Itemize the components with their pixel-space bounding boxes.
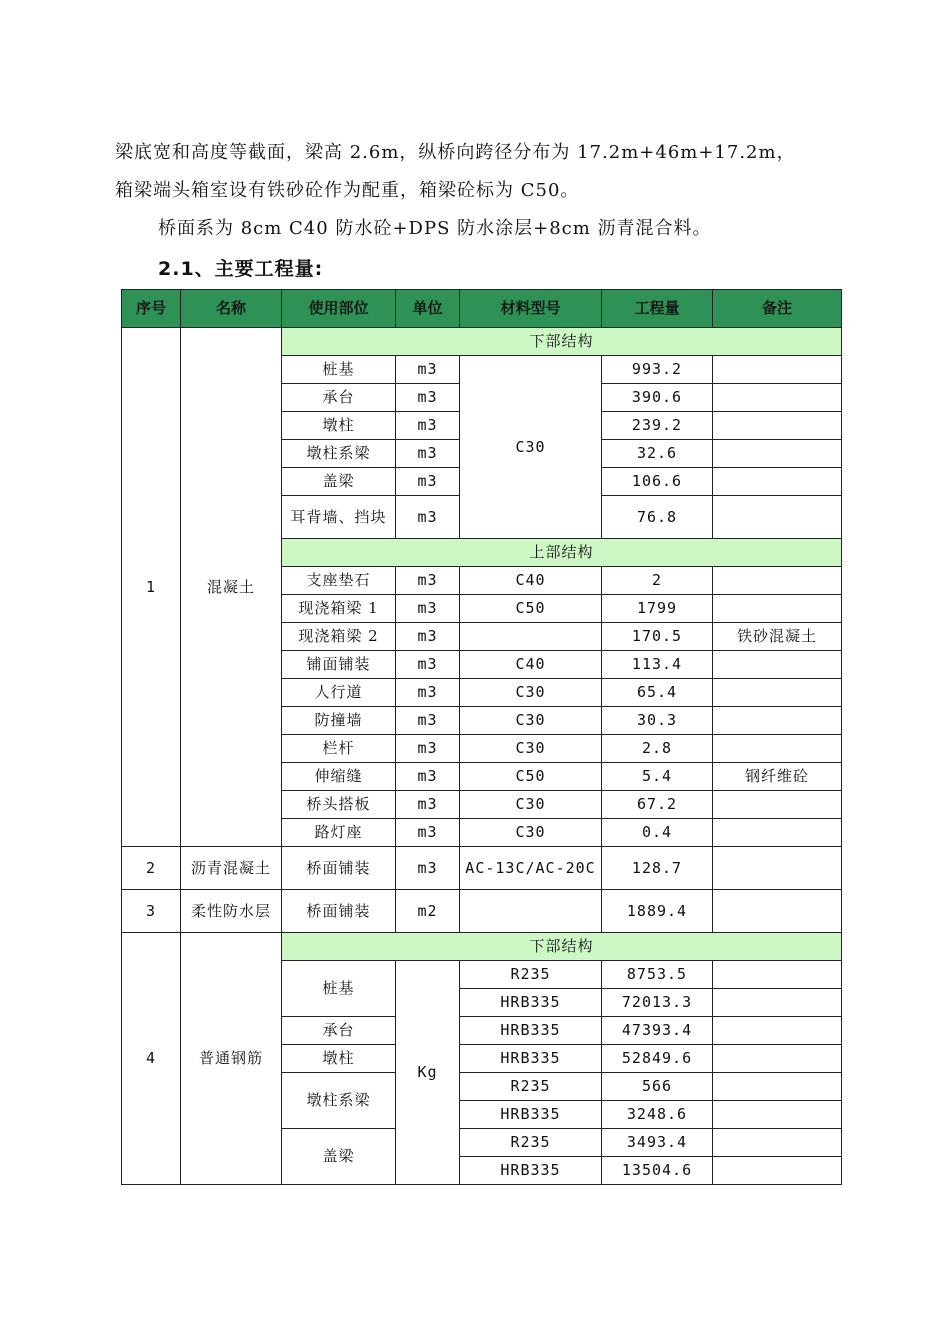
row-no: 4 xyxy=(122,933,181,1185)
cell-note: 钢纤维砼 xyxy=(713,763,842,791)
header-material: 材料型号 xyxy=(460,290,602,328)
cell-qty: 993.2 xyxy=(602,356,713,384)
cell-note xyxy=(713,819,842,847)
cell-qty: 52849.6 xyxy=(602,1045,713,1073)
cell-qty: 1889.4 xyxy=(602,890,713,933)
cell-part: 承台 xyxy=(282,1017,396,1045)
cell-unit: m3 xyxy=(396,735,460,763)
cell-note xyxy=(713,890,842,933)
cell-part: 盖梁 xyxy=(282,1129,396,1185)
section-label-upper: 上部结构 xyxy=(282,539,842,567)
cell-qty: 2 xyxy=(602,567,713,595)
cell-part: 桥头搭板 xyxy=(282,791,396,819)
cell-part: 伸缩缝 xyxy=(282,763,396,791)
cell-qty: 106.6 xyxy=(602,468,713,496)
cell-part: 墩柱 xyxy=(282,1045,396,1073)
cell-note xyxy=(713,679,842,707)
cell-unit: m3 xyxy=(396,468,460,496)
cell-qty: 390.6 xyxy=(602,384,713,412)
cell-note xyxy=(713,1045,842,1073)
cell-material: C30 xyxy=(460,356,602,539)
table-row xyxy=(122,933,842,961)
cell-note xyxy=(713,468,842,496)
cell-qty: 3248.6 xyxy=(602,1101,713,1129)
cell-material: C30 xyxy=(460,679,602,707)
cell-note xyxy=(713,1073,842,1101)
cell-material: R235 xyxy=(460,1129,602,1157)
cell-qty: 128.7 xyxy=(602,847,713,890)
row-name: 柔性防水层 xyxy=(181,890,282,933)
cell-unit: m3 xyxy=(396,496,460,539)
cell-part: 桩基 xyxy=(282,961,396,1017)
cell-part: 现浇箱梁 1 xyxy=(282,595,396,623)
cell-unit: m3 xyxy=(396,679,460,707)
cell-unit: Kg xyxy=(396,961,460,1185)
cell-material: C30 xyxy=(460,791,602,819)
cell-material: R235 xyxy=(460,1073,602,1101)
cell-qty: 13504.6 xyxy=(602,1157,713,1185)
cell-part: 墩柱系梁 xyxy=(282,440,396,468)
cell-qty: 72013.3 xyxy=(602,989,713,1017)
cell-part: 人行道 xyxy=(282,679,396,707)
header-quantity: 工程量 xyxy=(602,290,713,328)
cell-qty: 65.4 xyxy=(602,679,713,707)
table-row xyxy=(122,328,842,356)
cell-material: C30 xyxy=(460,735,602,763)
cell-note xyxy=(713,595,842,623)
cell-note xyxy=(713,356,842,384)
cell-part: 桥面铺装 xyxy=(282,890,396,933)
cell-unit: m3 xyxy=(396,819,460,847)
row-no: 1 xyxy=(122,328,181,847)
cell-unit: m3 xyxy=(396,791,460,819)
cell-part: 现浇箱梁 2 xyxy=(282,623,396,651)
cell-part: 盖梁 xyxy=(282,468,396,496)
cell-material: HRB335 xyxy=(460,1045,602,1073)
header-note: 备注 xyxy=(713,290,842,328)
table-row xyxy=(122,890,842,933)
section-heading-quantities: 2.1、主要工程量: xyxy=(158,258,324,280)
cell-note xyxy=(713,707,842,735)
cell-material: C30 xyxy=(460,707,602,735)
cell-unit: m3 xyxy=(396,412,460,440)
cell-qty: 170.5 xyxy=(602,623,713,651)
cell-note xyxy=(713,651,842,679)
table-header-row xyxy=(122,290,842,328)
cell-note xyxy=(713,791,842,819)
paragraph-beam-dimensions: 梁底宽和高度等截面，梁高 2.6m，纵桥向跨径分布为 17.2m+46m+17.2m， xyxy=(115,142,796,163)
cell-note xyxy=(713,496,842,539)
header-unit: 单位 xyxy=(396,290,460,328)
cell-note xyxy=(713,735,842,763)
cell-qty: 0.4 xyxy=(602,819,713,847)
cell-unit: m2 xyxy=(396,890,460,933)
cell-material: HRB335 xyxy=(460,989,602,1017)
cell-material: HRB335 xyxy=(460,1017,602,1045)
quantities-table xyxy=(121,289,842,1185)
row-name: 沥青混凝土 xyxy=(181,847,282,890)
cell-unit: m3 xyxy=(396,847,460,890)
cell-qty: 5.4 xyxy=(602,763,713,791)
cell-material: R235 xyxy=(460,961,602,989)
cell-qty: 8753.5 xyxy=(602,961,713,989)
cell-part: 支座垫石 xyxy=(282,567,396,595)
cell-material xyxy=(460,623,602,651)
cell-unit: m3 xyxy=(396,356,460,384)
header-no: 序号 xyxy=(122,290,181,328)
cell-unit: m3 xyxy=(396,763,460,791)
cell-unit: m3 xyxy=(396,707,460,735)
cell-unit: m3 xyxy=(396,567,460,595)
cell-note xyxy=(713,1157,842,1185)
cell-part: 铺面铺装 xyxy=(282,651,396,679)
cell-qty: 67.2 xyxy=(602,791,713,819)
cell-unit: m3 xyxy=(396,384,460,412)
cell-note: 铁砂混凝土 xyxy=(713,623,842,651)
cell-note xyxy=(713,384,842,412)
section-label-lower: 下部结构 xyxy=(282,933,842,961)
cell-note xyxy=(713,567,842,595)
header-part: 使用部位 xyxy=(282,290,396,328)
cell-part: 路灯座 xyxy=(282,819,396,847)
cell-part: 防撞墙 xyxy=(282,707,396,735)
cell-qty: 47393.4 xyxy=(602,1017,713,1045)
cell-qty: 113.4 xyxy=(602,651,713,679)
cell-part: 桩基 xyxy=(282,356,396,384)
paragraph-box-girder: 箱梁端头箱室设有铁砂砼作为配重，箱梁砼标为 C50。 xyxy=(115,180,580,201)
cell-qty: 239.2 xyxy=(602,412,713,440)
cell-material: C50 xyxy=(460,763,602,791)
cell-part: 承台 xyxy=(282,384,396,412)
cell-material: C40 xyxy=(460,567,602,595)
cell-note xyxy=(713,440,842,468)
row-no: 2 xyxy=(122,847,181,890)
cell-part: 栏杆 xyxy=(282,735,396,763)
cell-material: AC-13C/AC-20C xyxy=(460,847,602,890)
cell-material: HRB335 xyxy=(460,1101,602,1129)
cell-part: 墩柱 xyxy=(282,412,396,440)
cell-unit: m3 xyxy=(396,651,460,679)
cell-material: HRB335 xyxy=(460,1157,602,1185)
cell-part: 耳背墙、挡块 xyxy=(282,496,396,539)
cell-material xyxy=(460,890,602,933)
cell-qty: 566 xyxy=(602,1073,713,1101)
cell-note xyxy=(713,989,842,1017)
header-name: 名称 xyxy=(181,290,282,328)
cell-unit: m3 xyxy=(396,623,460,651)
table-row xyxy=(122,847,842,890)
cell-qty: 2.8 xyxy=(602,735,713,763)
cell-part: 墩柱系梁 xyxy=(282,1073,396,1129)
cell-qty: 1799 xyxy=(602,595,713,623)
cell-material: C40 xyxy=(460,651,602,679)
cell-note xyxy=(713,1017,842,1045)
cell-note xyxy=(713,412,842,440)
cell-material: C50 xyxy=(460,595,602,623)
cell-qty: 3493.4 xyxy=(602,1129,713,1157)
cell-qty: 76.8 xyxy=(602,496,713,539)
row-name: 混凝土 xyxy=(181,328,282,847)
cell-note xyxy=(713,961,842,989)
cell-note xyxy=(713,847,842,890)
section-label-lower: 下部结构 xyxy=(282,328,842,356)
cell-qty: 30.3 xyxy=(602,707,713,735)
row-name: 普通钢筋 xyxy=(181,933,282,1185)
cell-part: 桥面铺装 xyxy=(282,847,396,890)
row-no: 3 xyxy=(122,890,181,933)
cell-note xyxy=(713,1129,842,1157)
cell-material: C30 xyxy=(460,819,602,847)
paragraph-deck-system: 桥面系为 8cm C40 防水砼+DPS 防水涂层+8cm 沥青混合料。 xyxy=(158,218,712,239)
cell-qty: 32.6 xyxy=(602,440,713,468)
cell-unit: m3 xyxy=(396,595,460,623)
cell-note xyxy=(713,1101,842,1129)
cell-unit: m3 xyxy=(396,440,460,468)
